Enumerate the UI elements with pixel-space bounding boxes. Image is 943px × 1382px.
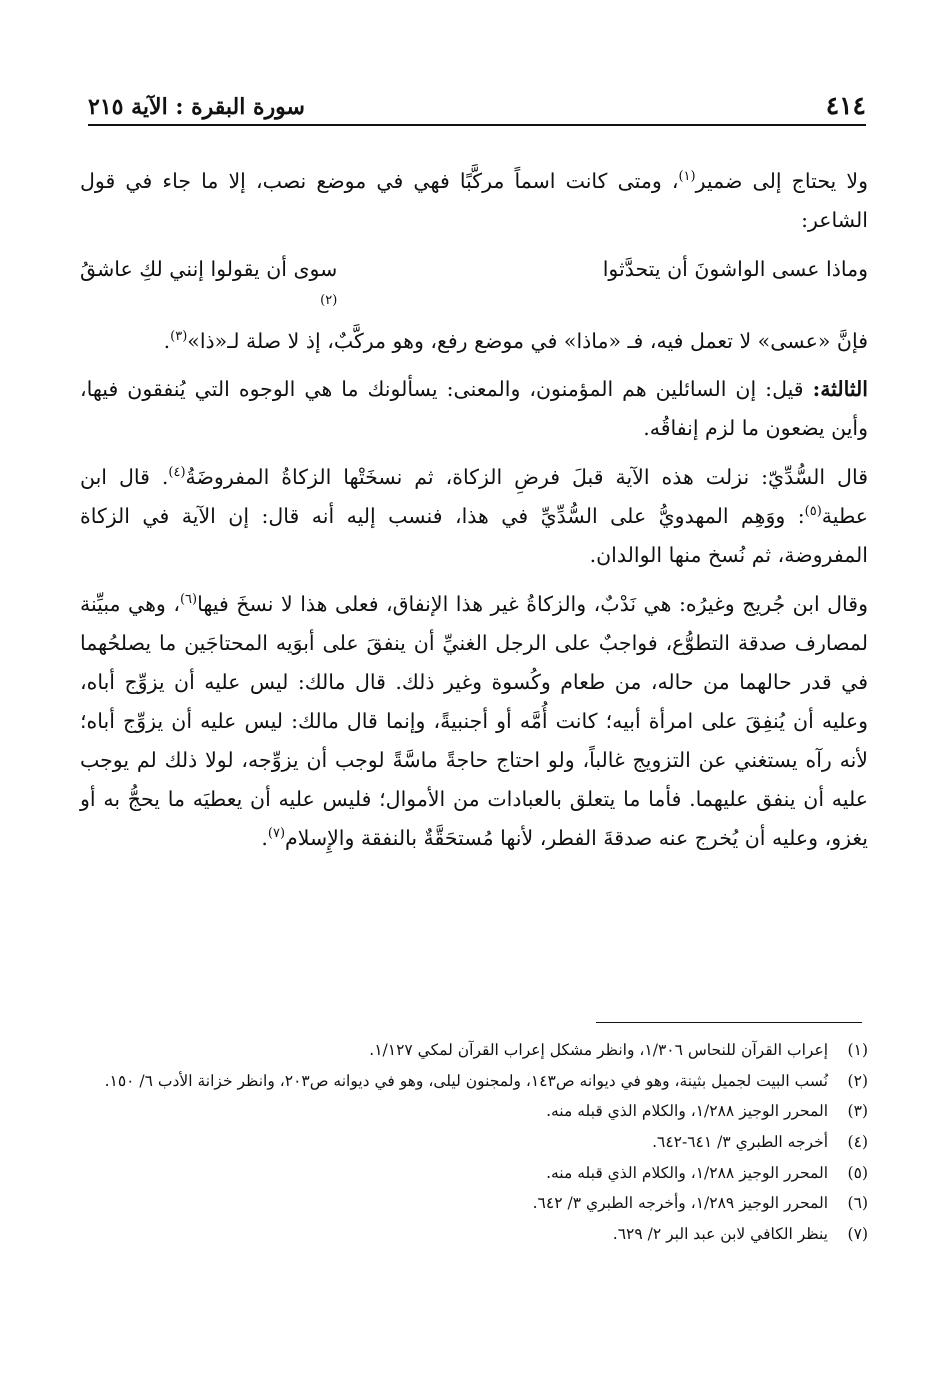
footnote-ref-3: (٣) xyxy=(170,328,188,344)
footnote-text: ينظر الكافي لابن عبد البر ٢/ ٦٢٩. xyxy=(612,1225,828,1244)
footnote-text: المحرر الوجيز ١/٢٨٨، والكلام الذي قبله منه. xyxy=(546,1163,828,1182)
paragraph-5 xyxy=(80,585,868,858)
paragraph-5-end: . xyxy=(261,825,268,850)
paragraph-2-text: فإنَّ «عسى» لا تعمل فيه، فـ «ماذا» في موضع رفع، وهو مركَّبٌ، إذ لا صلة لـ«ذا» xyxy=(187,328,868,353)
footnotes xyxy=(80,1036,868,1251)
footnote-item xyxy=(80,1159,868,1188)
footnote-item xyxy=(80,1097,868,1126)
footnote-number: (٢) xyxy=(847,1071,868,1090)
verse-second-hemistich-wrap xyxy=(80,250,337,314)
footnote-item xyxy=(80,1128,868,1157)
paragraph-1 xyxy=(80,162,868,240)
verse-second-hemistich: سوى أن يقولوا إنني لكِ عاشقُ xyxy=(80,256,338,281)
footnote-ref-4: (٤) xyxy=(168,465,186,481)
footnote-ref-6: (٦) xyxy=(179,592,198,608)
footnote-text: المحرر الوجيز ١/٢٨٨، والكلام الذي قبله منه. xyxy=(546,1102,828,1121)
footnote-number: (٧) xyxy=(847,1225,868,1244)
footnote-number: (٥) xyxy=(847,1163,868,1182)
paragraph-2 xyxy=(80,322,868,361)
footnote-ref-2: (٢) xyxy=(320,292,338,308)
paragraph-4-b: . قال ابن عطية xyxy=(80,465,868,529)
footnote-item xyxy=(80,1220,868,1249)
footnote-item xyxy=(80,1189,868,1218)
footnote-ref-1: (١) xyxy=(678,169,696,185)
verse-first-hemistich: وماذا عسى الواشونَ أن يتحدَّثوا xyxy=(602,256,868,281)
footnote-text: أخرجه الطبري ٣/ ٦٤١-٦٤٢. xyxy=(652,1133,828,1152)
page-header xyxy=(88,86,866,126)
footnote-number: (٦) xyxy=(847,1194,868,1213)
footnote-text: إعراب القرآن للنحاس ١/٣٠٦، وانظر مشكل إعراب القرآن لمكي ١/١٢٧. xyxy=(369,1041,828,1059)
paragraph-4-a: قال السُّدِّيّ: نزلت هذه الآية قبلَ فرضِ الزكاة، ثم نسخَتْها الزكاةُ المفروضَةُ xyxy=(185,465,868,490)
footnote-text: نُسب البيت لجميل بثينة، وهو في ديوانه ص١٤٣، ولمجنون ليلى، وهو في ديوانه ص٢٠٣، وانظر خزانة الأدب ٦/ ١٥٠. xyxy=(104,1071,828,1090)
paragraph-5-b: ، وهي مبيِّنة لمصارف صدقة التطوُّع، فواجبٌ على الرجل الغنيِّ أن ينفقَ على أبوَيه المحتاجَين ما يصلحُهما في قدر حالهما من حاله، من طعام وكُسوة وغير ذلك. قال مالك: ليس عليه أن يزوِّج أباه، وعليه أن يُنفِقَ على امرأة أبيه؛ كانت أُمَّه أو أجنبيةً، وإنما قال مالك: ليس عليه أن يزوِّج أباه؛ لأنه رآه يستغني عن التزويج غالباً، ولو احتاج حاجةً ماسَّةً لوجب أن يزوِّجه، لولا ذلك لم يوجب عليه أن ينفق عليهما. فأما ما يتعلق بالعبادات من الأموال؛ فليس عليه أن يعطيَه ما يحجُّ به أو يغزو، وعليه أن يُخرج عنه صدقةَ الفطر، لأنها مُستحَقَّةٌ بالنفقة والإِسلام xyxy=(80,592,868,850)
footnote-divider xyxy=(596,1022,862,1023)
page-number: ٤١٤ xyxy=(825,91,866,120)
paragraph-3 xyxy=(80,370,868,448)
paragraph-3-text: قيل: إن السائلين هم المؤمنون، والمعنى: يسألونك ما هي الوجوه التي يُنفقون فيها، وأين يضعون ما لزم إنفاقُه. xyxy=(80,377,868,441)
section-label-third: الثالثة: xyxy=(812,377,868,402)
footnote-number: (٣) xyxy=(847,1102,868,1121)
paragraph-1-text: ولا يحتاج إلى ضمير xyxy=(695,169,868,193)
footnote-number: (١) xyxy=(847,1041,868,1059)
running-title: سورة البقرة : الآية ٢١٥ xyxy=(88,94,305,120)
footnote-ref-5: (٥) xyxy=(804,504,822,520)
paragraph-4-c: : ووَهِم المهدويُّ على السُّدِّيِّ في هذا، فنسب إليه أنه قال: إن الآية في الزكاة المفروضة، ثم نُسخ منها الوالدان. xyxy=(80,504,868,568)
footnote-ref-7: (٧) xyxy=(267,825,286,841)
paragraph-2-end: . xyxy=(163,328,171,353)
main-text xyxy=(80,162,868,868)
footnote-number: (٤) xyxy=(847,1133,868,1152)
poetry-verse xyxy=(80,250,868,314)
paragraph-1-cont: ، ومتى كانت اسماً مركَّبًا فهي في موضع نصب، إلا ما جاء في قول الشاعر: xyxy=(80,169,868,232)
footnote-text: المحرر الوجيز ١/٢٨٩، وأخرجه الطبري ٣/ ٦٤٢. xyxy=(532,1194,828,1213)
footnote-item xyxy=(80,1067,868,1096)
paragraph-4 xyxy=(80,458,868,575)
footnote-item xyxy=(80,1036,868,1065)
paragraph-5-a: وقال ابن جُريج وغيرُه: هي نَدْبٌ، والزكاةُ غير هذا الإنفاق، فعلى هذا لا نسخَ فيها xyxy=(197,592,868,617)
